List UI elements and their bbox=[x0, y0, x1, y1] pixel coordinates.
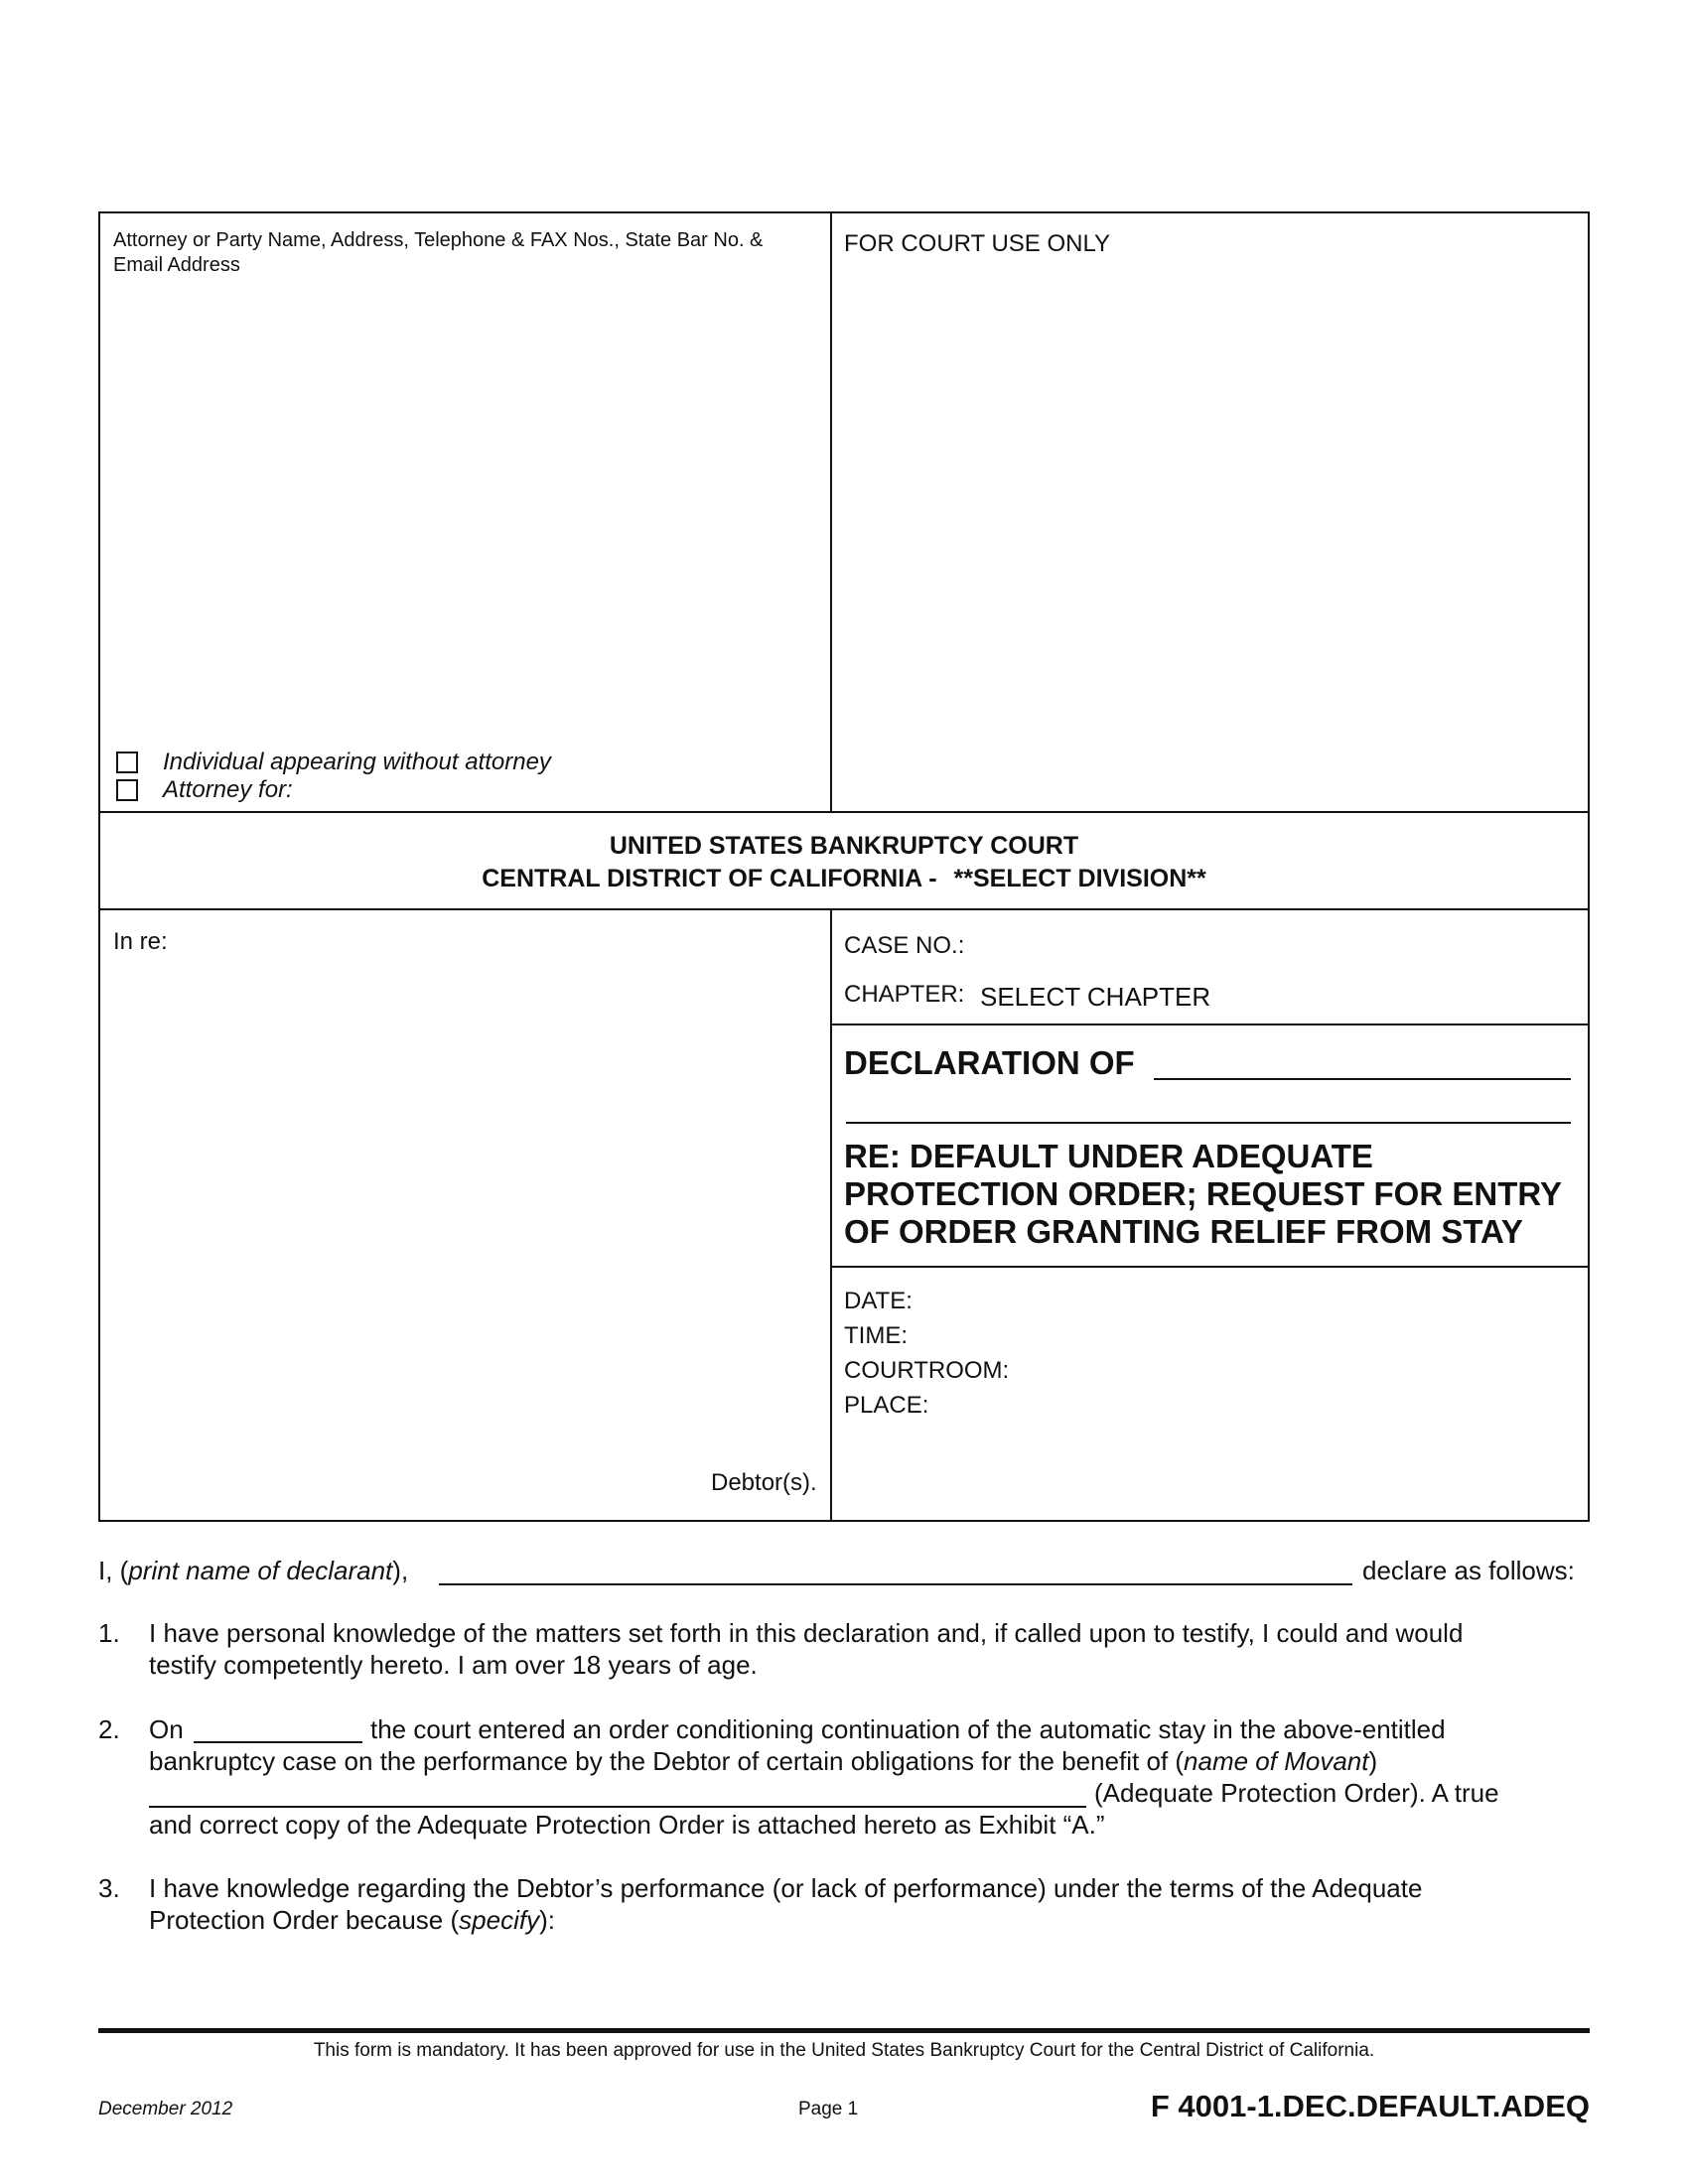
chapter-select[interactable]: SELECT CHAPTER bbox=[980, 982, 1211, 1012]
re-title-line2: PROTECTION ORDER; REQUEST FOR ENTRY bbox=[844, 1175, 1562, 1212]
movant-name-line[interactable] bbox=[149, 1806, 1086, 1808]
p2-on: On bbox=[149, 1714, 184, 1744]
p2-line2 bbox=[149, 1745, 1377, 1777]
attorney-header: Attorney or Party Name, Address, Telephone & FAX Nos., State Bar No. & Email Address bbox=[113, 229, 764, 276]
p1-line2: testify competently hereto. I am over 18 years of age. bbox=[149, 1650, 758, 1680]
court-title-line2 bbox=[98, 865, 1590, 893]
divider-court-bottom bbox=[98, 908, 1590, 910]
intro-italic: print name of declarant bbox=[128, 1556, 393, 1585]
p2-line2-a: bankruptcy case on the performance by the Debtor of certain obligations for the benefit of ( bbox=[149, 1746, 1185, 1776]
divider-case-chapter bbox=[830, 1024, 1590, 1025]
case-no-label: CASE NO.: bbox=[844, 932, 965, 959]
intro-prefix: I, ( bbox=[98, 1556, 129, 1585]
hearing-courtroom: COURTROOM: bbox=[844, 1357, 1010, 1384]
p2-line4: and correct copy of the Adequate Protection Order is attached hereto as Exhibit “A.” bbox=[149, 1810, 1105, 1840]
intro-end: declare as follows: bbox=[1362, 1556, 1575, 1585]
checkbox-attorney-label: Attorney for: bbox=[163, 776, 293, 803]
checkbox-individual-label: Individual appearing without attorney bbox=[163, 749, 551, 775]
debtor-label: Debtor(s). bbox=[711, 1469, 817, 1496]
divider-bottom bbox=[830, 908, 832, 1522]
checkbox-attorney[interactable] bbox=[116, 779, 138, 801]
footer-notice: This form is mandatory. It has been approved for use in the United States Bankruptcy Court for the Central District of California. bbox=[313, 2040, 1375, 2061]
re-title-line1: RE: DEFAULT UNDER ADEQUATE bbox=[844, 1138, 1373, 1174]
court-district: CENTRAL DISTRICT OF CALIFORNIA - bbox=[482, 865, 937, 892]
footer-page: Page 1 bbox=[798, 2099, 859, 2119]
p3-line2-b: ): bbox=[539, 1905, 555, 1935]
hearing-date: DATE: bbox=[844, 1288, 913, 1314]
p1-number: 1. bbox=[98, 1618, 120, 1648]
declarant-name-line-2[interactable] bbox=[846, 1122, 1571, 1124]
divider-top bbox=[830, 211, 832, 812]
intro-line bbox=[98, 1555, 408, 1586]
divider-title-hearing bbox=[830, 1266, 1590, 1268]
p2-line2-b: ) bbox=[1368, 1746, 1378, 1776]
intro-suffix: ), bbox=[392, 1556, 409, 1585]
p2-line3: (Adequate Protection Order). A true bbox=[1094, 1778, 1499, 1808]
declarant-name-line[interactable] bbox=[1154, 1078, 1571, 1080]
court-use-only: FOR COURT USE ONLY bbox=[844, 230, 1111, 257]
p3-line2-a: Protection Order because ( bbox=[149, 1905, 460, 1935]
p3-line2 bbox=[149, 1904, 555, 1936]
hearing-place: PLACE: bbox=[844, 1392, 929, 1419]
checkbox-individual[interactable] bbox=[116, 751, 138, 773]
select-division[interactable]: **SELECT DIVISION** bbox=[953, 865, 1206, 892]
footer-date: December 2012 bbox=[98, 2099, 233, 2119]
hearing-time: TIME: bbox=[844, 1322, 908, 1349]
in-re-label: In re: bbox=[113, 928, 168, 955]
p3-line2-italic: specify bbox=[459, 1905, 540, 1935]
declaration-of: DECLARATION OF bbox=[844, 1044, 1135, 1081]
p2-line1: the court entered an order conditioning continuation of the automatic stay in the above-entitled bbox=[370, 1714, 1446, 1744]
divider-court-top bbox=[98, 811, 1590, 813]
order-date-line[interactable] bbox=[194, 1741, 362, 1743]
re-title-line3: OF ORDER GRANTING RELIEF FROM STAY bbox=[844, 1213, 1523, 1250]
declarant-print-name-line[interactable] bbox=[439, 1583, 1352, 1585]
p2-line2-italic: name of Movant bbox=[1184, 1746, 1369, 1776]
p2-number: 2. bbox=[98, 1714, 120, 1744]
p3-line1: I have knowledge regarding the Debtor’s performance (or lack of performance) under the terms of the Adequate bbox=[149, 1873, 1423, 1903]
p3-number: 3. bbox=[98, 1873, 120, 1903]
chapter-label: CHAPTER: bbox=[844, 981, 965, 1008]
court-title-line1: UNITED STATES BANKRUPTCY COURT bbox=[609, 832, 1079, 860]
p1-line1: I have personal knowledge of the matters set forth in this declaration and, if called upon to testify, I could and would bbox=[149, 1618, 1464, 1648]
footer-form-id: F 4001-1.DEC.DEFAULT.ADEQ bbox=[1150, 2089, 1590, 2123]
footer-rule bbox=[98, 2028, 1590, 2033]
